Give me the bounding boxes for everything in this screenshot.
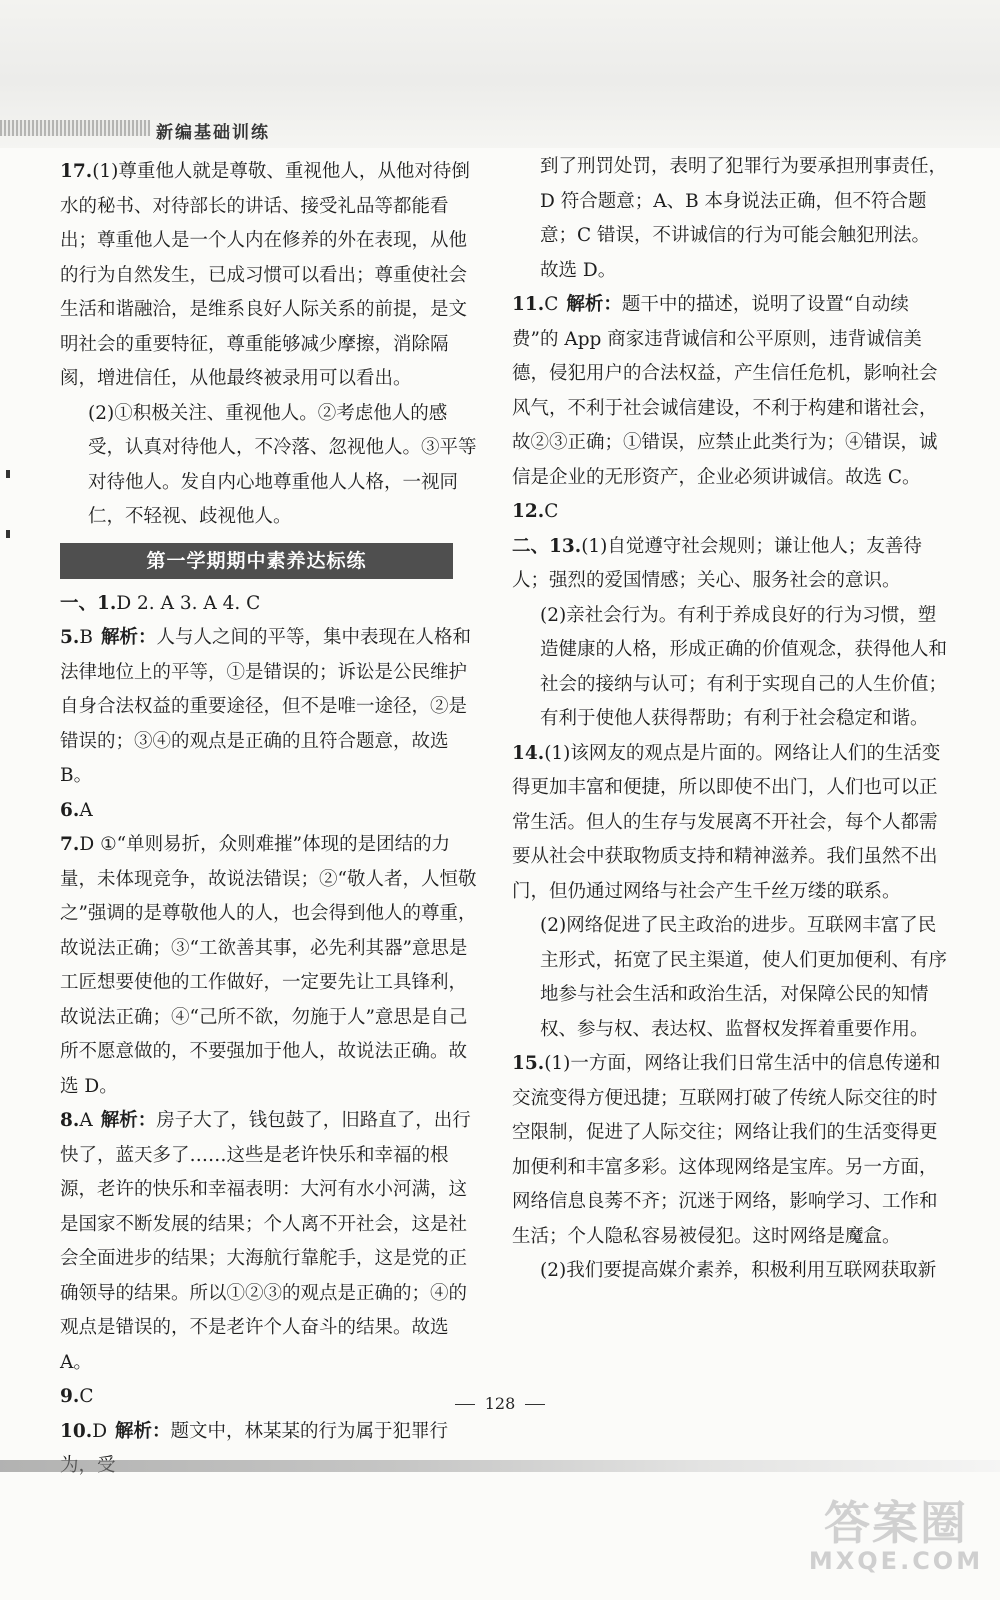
answer-13-part2: (2)亲社会行为。有利于养成良好的行为习惯，塑造健康的人格，形成正确的价值观念，获得他人和社会的接纳与认可；有利于实现自己的人生价值；有利于使他人获得帮助；有利于社会稳定和谐。	[540, 604, 948, 729]
margin-mark	[6, 530, 10, 538]
section-header: 第一学期期中素养达标练	[60, 543, 453, 579]
answer-8: 8.A 解析：房子大了，钱包鼓了，旧路直了，出行快了，蓝天多了……这些是老许快乐和幸福的根源，老许的快乐和幸福表明：大河有水小河满，这是国家不断发展的结果；个人离不开社会，这是社会全面进步的结果；大海航行靠舵手，这是党的正确领导的结果。所以①②③的观点是正确的；④的观点是错误的，不是老许个人奋斗的结果。故选 A。	[60, 1110, 471, 1373]
answer-10-cont: 到了刑罚处罚，表明了犯罪行为要承担刑事责任，D 符合题意；A、B 本身说法正确，但不符合题意；C 错误，不讲诚信的行为可能会触犯刑法。故选 D。	[540, 156, 948, 281]
header-title: 新编基础训练	[156, 123, 270, 143]
scan-top-band	[0, 0, 1000, 148]
answer-1-4: 一、1.D 2. A 3. A 4. C	[60, 592, 261, 614]
watermark	[806, 1487, 986, 1587]
page-number: 128	[0, 1394, 1000, 1413]
dash-left	[455, 1404, 475, 1405]
watermark-url: MXQE.COM	[808, 1547, 984, 1575]
answer-9: 9.C	[60, 1386, 94, 1407]
scan-bottom-band	[0, 1460, 1000, 1472]
answer-6: 6.A	[60, 799, 93, 821]
header-rule	[0, 120, 150, 136]
answer-14-part2: (2)网络促进了民主政治的进步。互联网丰富了民主形式，拓宽了民主渠道，使人们更加便利、有序地参与社会生活和政治生活，对保障公民的知情权、参与权、表达权、监督权发挥着重要作用。	[540, 915, 948, 1040]
answer-5: 5.B 解析：人与人之间的平等，集中表现在人格和法律地位上的平等，①是错误的；诉讼是公民维护自身合法权益的重要途径，但不是唯一途径，②是错误的；③④的观点是正确的且符合题意，故选 B。	[60, 627, 471, 786]
answer-17-part1: 17.(1)尊重他人就是尊敬、重视他人，从他对待倒水的秘书、对待部长的讲话、接受礼品等都能看出；尊重他人是一个人内在修养的外在表现，从他的行为自然发生，已成习惯可以看出；尊重使社会生活和谐融洽，是维系良好人际关系的前提，是文明社会的重要特征，尊重能够减少摩擦，消除隔阂，增进信任，从他最终被录用可以看出。	[60, 161, 470, 389]
answer-14-part1: 14.(1)该网友的观点是片面的。网络让人们的生活变得更加丰富和便捷，所以即使不出门，人们也可以正常生活。但人的生存与发展离不开社会，每个人都需要从社会中获取物质支持和精神滋养。我们虽然不出门，但仍通过网络与社会产生千丝万缕的联系。	[512, 742, 941, 902]
answer-10: 10.D 解析：题文中，林某某的行为属于犯罪行	[60, 1420, 449, 1442]
left-column	[60, 155, 480, 1484]
answer-17-part2: (2)①积极关注、重视他人。②考虑他人的感受，认真对待他人，不冷落、忽视他人。③平等对待他人。发自内心地尊重他人人格，一视同仁，不轻视、歧视他人。	[88, 402, 477, 527]
answer-11: 11.C 解析：题干中的描述，说明了设置“自动续费”的 App 商家违背诚信和公平原则，违背诚信美德，侵犯用户的合法权益，产生信任危机，影响社会风气，不利于社会诚信建设，不利于构建和谐社会，故②③正确；①错误，应禁止此类行为；④错误，诚信是企业的无形资产，企业必须讲诚信。故选 C。	[512, 294, 938, 488]
margin-mark	[6, 470, 10, 478]
dash-right	[525, 1404, 545, 1405]
answer-12: 12.C	[512, 501, 559, 522]
answer-15-part1: 15.(1)一方面，网络让我们日常生活中的信息传递和交流变得方便迅捷；互联网打破了传统人际交往的时空限制，促进了人际交往；网络让我们的生活变得更加便利和丰富多彩。这体现网络是宝库。另一方面，网络信息良莠不齐；沉迷于网络，影响学习、工作和生活；个人隐私容易被侵犯。这时网络是魔盒。	[512, 1053, 941, 1247]
answer-13-part1: 二、13.(1)自觉遵守社会规则；谦让他人；友善待人；强烈的爱国情感；关心、服务社会的意识。	[512, 535, 922, 591]
answer-15-part2: (2)我们要提高媒介素养，积极利用互联网获取新	[540, 1260, 937, 1281]
watermark-logo: 答案圈	[824, 1496, 968, 1550]
right-column	[512, 150, 947, 1289]
answer-7: 7.D ①“单则易折，众则难摧”体现的是团结的力量，未体现竞争，故说法错误；②“敬人者，人恒敬之”强调的是尊敬他人的人，也会得到他人的尊重，故说法正确；③“工欲善其事，必先利其器”意思是工匠想要使他的工作做好，一定要先让工具锋利，故说法正确；④“己所不欲，勿施于人”意思是自己所不愿意做的，不要强加于他人，故说法正确。故选 D。	[60, 834, 477, 1097]
